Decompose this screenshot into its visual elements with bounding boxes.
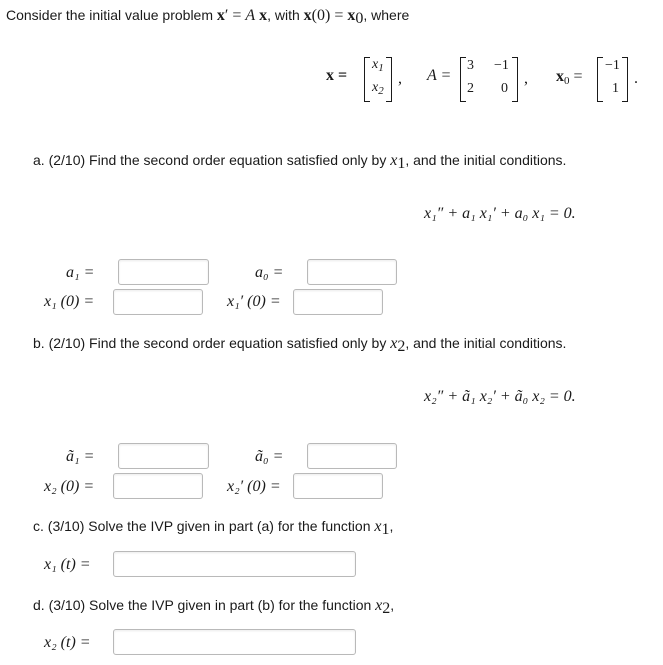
x-vector-right-bracket: [386, 57, 392, 102]
a1-label: a₁ =: [66, 264, 95, 281]
x-vector-label: x =: [326, 67, 348, 84]
x-vector-entry-1: $x_1$: [372, 57, 384, 74]
x0-vector-period: .: [634, 70, 638, 87]
intro-x2: x: [259, 7, 268, 24]
A-matrix-12: −1: [494, 58, 509, 73]
x0-vector-entry-2: 1: [612, 81, 619, 96]
A-matrix-sep: ,: [524, 70, 528, 87]
intro-init-x: x: [303, 7, 312, 24]
x2-t-label: x₂ (t) =: [44, 634, 91, 651]
intro-init-arg: (0) =: [311, 7, 348, 24]
a0-input[interactable]: [307, 259, 397, 285]
intro-line: [6, 7, 409, 25]
a1-input[interactable]: [118, 259, 209, 285]
a0-tilde-label: ã₀ =: [255, 448, 284, 465]
x2-0-input[interactable]: [113, 473, 203, 499]
x2-0-label: x₂ (0) =: [44, 478, 95, 495]
A-matrix-22: 0: [501, 81, 508, 96]
x-vector-sep: ,: [398, 70, 402, 87]
x2p-0-input[interactable]: [293, 473, 383, 499]
x2p-0-label: x₂′ (0) =: [227, 478, 281, 495]
a1-tilde-input[interactable]: [118, 443, 209, 469]
part-a-title: a. (2/10) Find the second order equation satisfied only by $x_1$, and the initial conditions.: [33, 152, 567, 172]
A-matrix-11: 3: [467, 58, 474, 73]
part-a-equation: x₁″ + a₁ x₁′ + a₀ x₁ = 0.: [424, 205, 576, 222]
x1p-0-input[interactable]: [293, 289, 383, 315]
x1p-0-label: x₁′ (0) =: [227, 293, 281, 310]
A-matrix-right-bracket: [512, 57, 518, 102]
x-vector-left-bracket: [364, 57, 370, 102]
intro-x: x: [216, 7, 225, 24]
x1-t-input[interactable]: [113, 551, 356, 577]
x-vector-entry-2: $x_2$: [372, 80, 384, 97]
x1-t-label: x₁ (t) =: [44, 556, 91, 573]
intro-text: Consider the initial value problem: [6, 7, 217, 23]
x1-0-input[interactable]: [113, 289, 203, 315]
A-matrix-label: A =: [427, 67, 452, 84]
x0-vector-entry-1: −1: [605, 58, 620, 73]
part-c-title: c. (3/10) Solve the IVP given in part (a) for the function $x_1$,: [33, 518, 394, 538]
intro-eq: =: [228, 7, 246, 24]
x1-0-label: x₁ (0) =: [44, 293, 95, 310]
x0-vector-label: $x_0$ =: [556, 68, 583, 87]
intro-init-x0: x: [347, 7, 356, 24]
x2-t-input[interactable]: [113, 629, 356, 655]
intro-A: A: [245, 7, 256, 24]
part-b-title: b. (2/10) Find the second order equation satisfied only by $x_2$, and the initial conditions.: [33, 335, 567, 355]
intro-init-sub: 0: [355, 10, 364, 27]
part-b-equation: x₂″ + ã₁ x₂′ + ã₀ x₂ = 0.: [424, 388, 576, 405]
a1-tilde-label: ã₁ =: [66, 448, 95, 465]
a0-tilde-input[interactable]: [307, 443, 397, 469]
x0-vector-left-bracket: [597, 57, 603, 102]
part-d-title: d. (3/10) Solve the IVP given in part (b) for the function $x_2$,: [33, 597, 395, 617]
x0-vector-right-bracket: [622, 57, 628, 102]
intro-prime: ′: [224, 7, 229, 24]
a0-label: a₀ =: [255, 264, 284, 281]
A-matrix-left-bracket: [460, 57, 466, 102]
A-matrix-21: 2: [467, 81, 474, 96]
intro-with: , with: [267, 7, 304, 23]
intro-where: , where: [363, 7, 410, 23]
